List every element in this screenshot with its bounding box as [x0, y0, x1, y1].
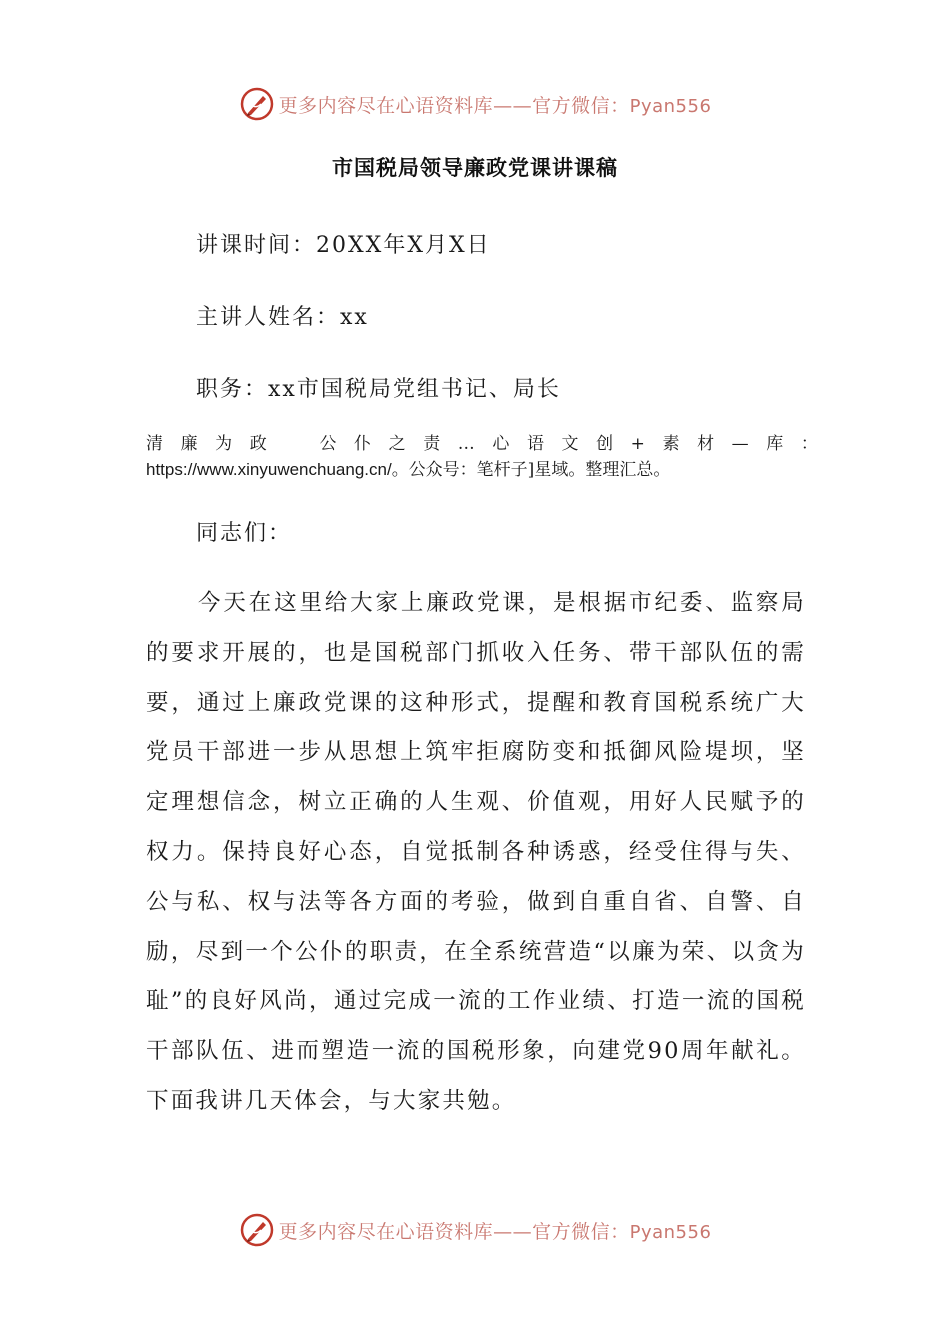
header-watermark-banner: [0, 84, 950, 124]
footer-watermark-banner: [0, 1210, 950, 1250]
speaker-name: 主讲人姓名：xx: [196, 305, 369, 330]
source-note: [146, 432, 818, 483]
note-char: 责: [423, 434, 441, 454]
note-char: 语: [526, 434, 544, 454]
note-char: 文: [561, 434, 579, 454]
note-char: 廉: [180, 434, 198, 454]
source-note-line1: [146, 432, 818, 457]
note-char: 材: [697, 434, 715, 454]
note-char: 素: [662, 434, 680, 454]
watermark-separator: ——: [493, 1220, 533, 1243]
greeting: 同志们：: [196, 521, 293, 546]
note-char: 库: [766, 434, 784, 454]
note-char: 创: [596, 434, 614, 454]
document-title: 市国税局领导廉政党课讲课稿: [332, 156, 618, 180]
watermark-text: [279, 91, 712, 118]
pen-logo-icon: [239, 86, 275, 122]
note-char: …: [457, 434, 475, 454]
watermark-separator: ——: [493, 94, 533, 117]
source-url: https://www.xinyuwenchuang.cn/: [146, 460, 392, 479]
watermark-code: Pyan556: [629, 95, 712, 117]
note-char: +: [630, 434, 645, 454]
note-char: —: [731, 434, 749, 454]
lecture-time: 讲课时间：20XX年X月X日: [196, 233, 491, 258]
body-paragraph: 今天在这里给大家上廉政党课，是根据市纪委、监察局的要求开展的，也是国税部门抓收入任务、带干部队伍的需要，通过上廉政党课的这种形式，提醒和教育国税系统广大党员干部进一步从思想上筑牢拒腐防变和抵御风险堤坝，坚定理想信念，树立正确的人生观、价值观，用好人民赋予的权力。保持良好心态，自觉抵制各种诱惑，经受住得与失、公与私、权与法等各方面的考验，做到自重自省、自警、自励，尽到一个公仆的职责，在全系统营造“以廉为荣、以贪为耻”的良好风尚，通过完成一流的工作业绩、打造一流的国税干部队伍、进而塑造一流的国税形象，向建党90周年献礼。下面我讲几天体会，与大家共勉。: [146, 590, 806, 1114]
note-char: 之: [388, 434, 406, 454]
note-char: 清: [146, 434, 163, 454]
source-note-line2: [146, 457, 818, 483]
watermark-code: Pyan556: [629, 1221, 712, 1243]
pen-logo-icon: [239, 1212, 275, 1248]
watermark-text: [279, 1217, 712, 1244]
watermark-suffix: 官方微信：: [532, 94, 630, 117]
note-char: ：: [800, 434, 818, 454]
note-char: 仆: [354, 434, 372, 454]
source-note-rest: 。公众号：笔杆子]星域。整理汇总。: [391, 460, 671, 480]
note-char: 为: [215, 434, 233, 454]
note-char: 心: [492, 434, 510, 454]
watermark-main: 更多内容尽在心语资料库: [278, 94, 494, 117]
note-char: 政: [249, 434, 267, 454]
watermark-main: 更多内容尽在心语资料库: [278, 1220, 494, 1243]
speaker-position: 职务：xx市国税局党组书记、局长: [196, 377, 561, 402]
watermark-suffix: 官方微信：: [532, 1220, 630, 1243]
note-char: 公: [319, 434, 337, 454]
